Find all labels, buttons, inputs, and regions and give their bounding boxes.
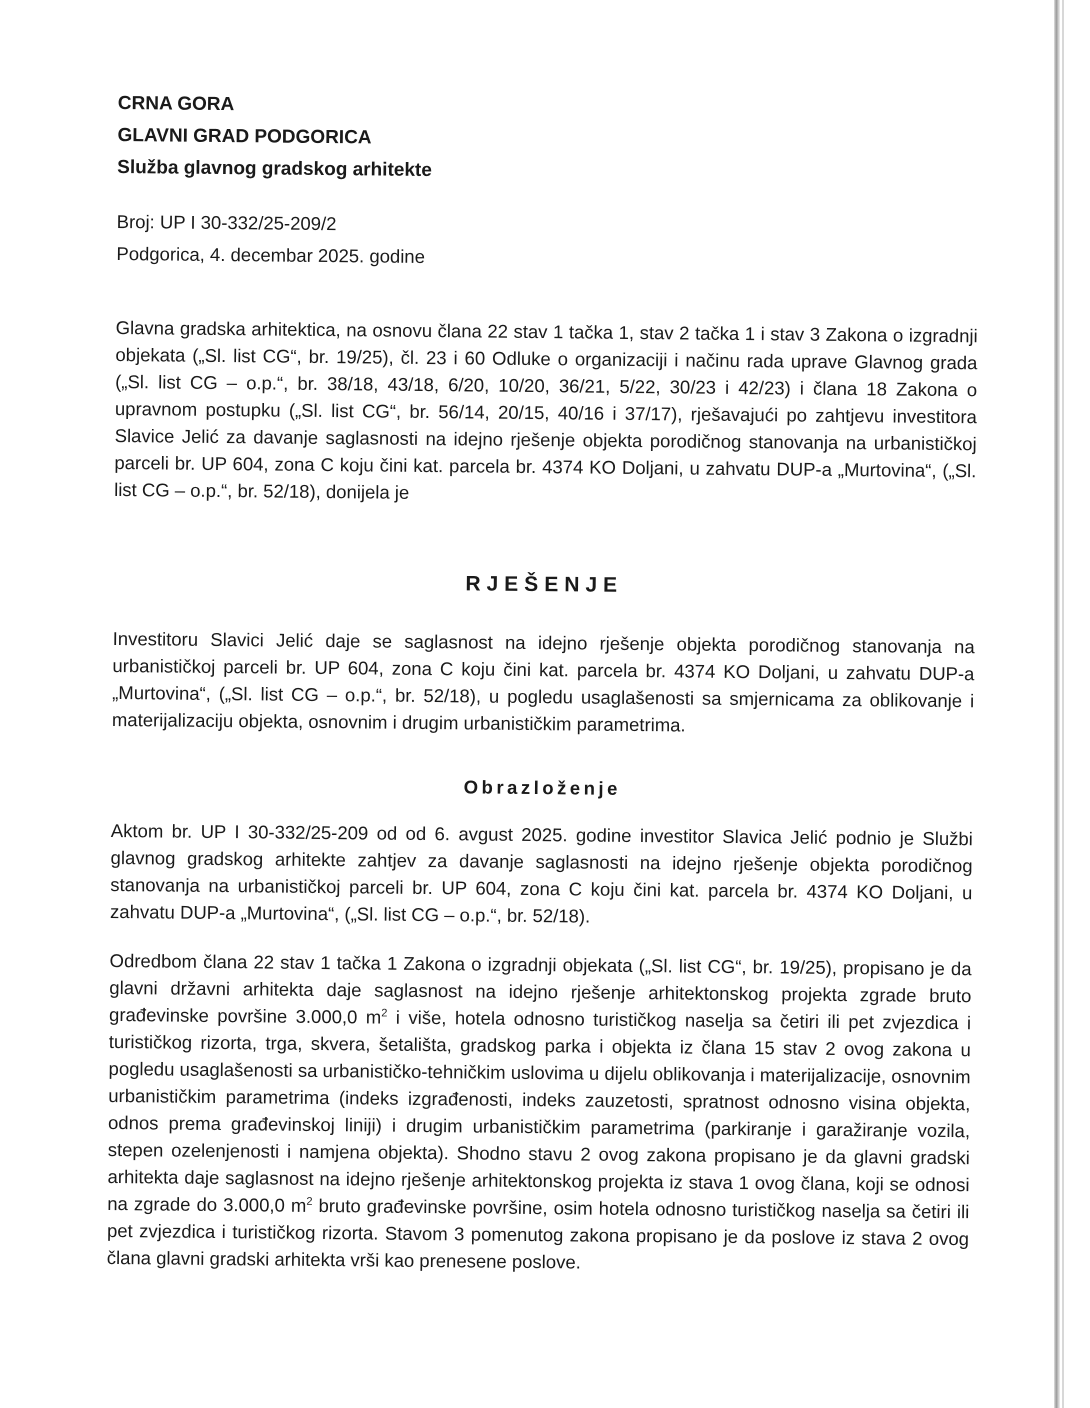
document-place-date: Podgorica, 4. decembar 2025. godine: [116, 242, 426, 267]
scan-page-edge: [1054, 0, 1060, 1408]
reasoning-paragraph-2: [107, 947, 972, 1279]
header-country: CRNA GORA: [117, 92, 235, 116]
document-meta: [116, 206, 979, 278]
superscript-square-1: 2: [381, 1007, 388, 1020]
document-page: [107, 88, 980, 1279]
reasoning-paragraph-1: Aktom br. UP I 30-332/25-209 od od 6. avgust 2025. godine investitor Slavica Jelić podnio je Službi glavnog gradskog arhitekte zahtjev za davanje saglasnosti na idejno rješenje objekta porodičnog stanovanja na urbanističkoj parceli br. UP 604, zona C koju čini kat. parcela br. 4374 KO Doljani, u zahvatu DUP-a „Murtovina“, („Sl. list CG – o.p.“, br. 52/18).: [109, 819, 973, 927]
reasoning-p2-part3: bruto građevinske površine, osim hotela odnosno turističkog naselja sa četiri ili pet zvjezdica i turističkog rizorta. Stavom 3 pomenutog zakona propisano je da poslove iz stava 2 ovog člana glavni gradski arhitekta vrši kao prenesene poslove.: [106, 1194, 970, 1273]
superscript-square-2: 2: [306, 1195, 313, 1208]
reasoning-p2-part2: i više, hotela odnosno turističkog naselja sa četiri ili pet zvjezdica i turističkog rizorta, trga, skvera, šetališta, gradskog parka i objekta iz člana 15 stav 2 ovog zakona u pogledu usaglašenosti sa urbanističko-tehničkim uslovima u dijelu oblikovanja i materijalizacije, osnovnim urbanističkim parametrima (indeks izgrađenosti, indeks zauzetosti, spratnost odnosno visina objekta, odnos prema građevinskoj liniji) i drugim urbanističkim parametrima (parkiranje i garažiranje vozila, stepen ozelenjenosti i namjena objekta). Shodno stavu 2 ovog zakona propisano je da glavni gradski arhitekta daje saglasnost na idejno rješenje arhitektonskog projekta iz stava 1 ovog člana, koji se odnosi na zgrade do 3.000,0 m: [107, 1006, 972, 1216]
scan-page-edge-shadow: [1062, 0, 1064, 1408]
header-office: Služba glavnog gradskog arhitekte: [117, 156, 432, 182]
decision-paragraph: Investitoru Slavici Jelić daje se saglasnost na idejno rješenje objekta porodičnog stanovanja na urbanističkoj parceli br. UP 604, zona C koju čini kat. parcela br. 4374 KO Doljani, u zahvatu DUP-a „Murtovina“, („Sl. list CG – o.p.“, br. 52/18), u pogledu usaglašenosti sa smjernicama za oblikovanje i materijalizaciju objekta, osnovnim i drugim urbanističkim parametrima.: [111, 627, 975, 736]
intro-paragraph: Glavna gradska arhitektica, na osnovu člana 22 stav 1 tačka 1, stav 2 tačka 1 i stav 3 Zakona o izgradnji objekata („Sl. list CG“, br. 19/25), čl. 23 i 60 Odluke o organizaciji i načinu rada uprave Glavnog grada („Sl. list CG – o.p.“, br. 38/18, 43/18, 6/20, 10/20, 36/21, 5/22, 30/23 i 42/23) i člana 18 Zakona o upravnom postupku („Sl. list CG“, br. 56/14, 20/15, 40/16 i 37/17), rješavajući po zahtjevu investitora Slavice Jelić za davanje saglasnosti na idejno rješenje objekta porodičnog stanovanja na urbanističkoj parceli br. UP 604, zona C koju čini kat. parcela br. 4374 KO Doljani, u zahvatu DUP-a „Murtovina“, („Sl. list CG – o.p.“, br. 52/18), donijela je: [114, 316, 978, 503]
reasoning-title: Obrazloženje: [463, 776, 621, 799]
reasoning-p2-part1: Odredbom člana 22 stav 1 tačka 1 Zakona o izgradnji objekata („Sl. list CG“, br. 19/25), propisano je da glavni državni arhitekta daje saglasnost na idejno rješenje arhitektonskog projekta zgrade bruto građevinske površine 3.000,0 m: [109, 949, 972, 1028]
decision-title: RJEŠENJE: [465, 572, 624, 597]
document-number: Broj: UP I 30-332/25-209/2: [116, 210, 337, 235]
header-city: GLAVNI GRAD PODGORICA: [117, 124, 372, 149]
letterhead: [117, 88, 980, 192]
